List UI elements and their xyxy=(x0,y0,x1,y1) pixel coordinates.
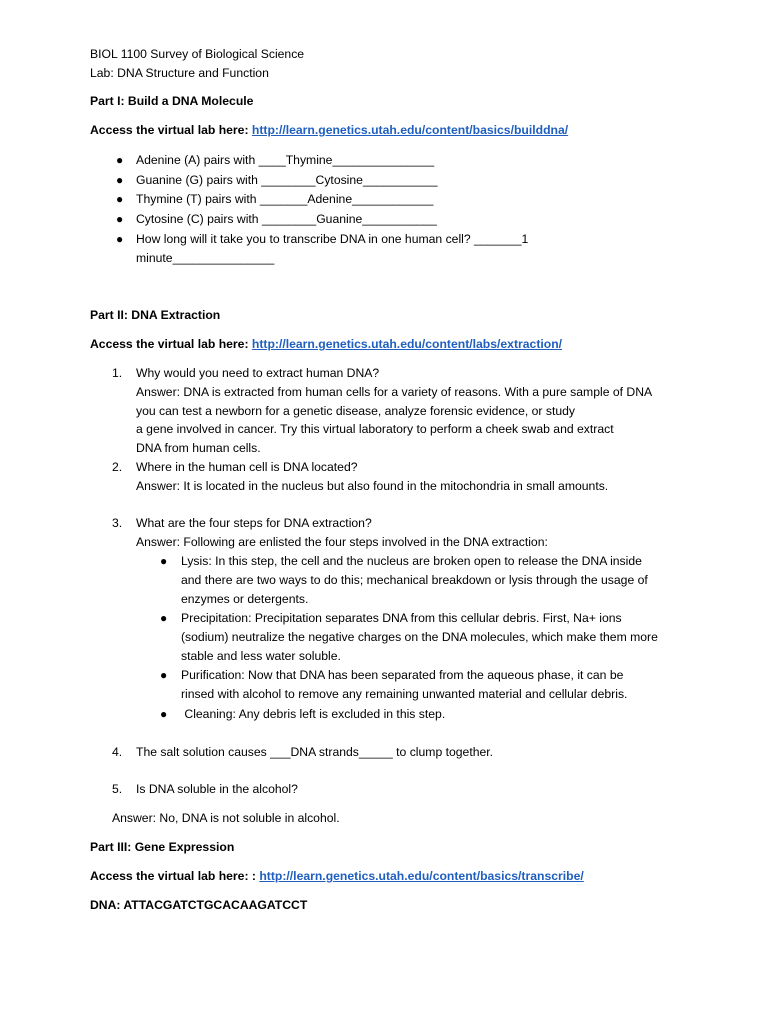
bullet-icon: ● xyxy=(160,707,168,721)
q4-number: 4. xyxy=(112,745,123,759)
step-purification-line: Purification: Now that DNA has been separated from the aqueous phase, it can be xyxy=(181,668,624,682)
q1-answer-line: DNA from human cells. xyxy=(136,441,261,455)
bullet-icon: ● xyxy=(160,668,168,682)
part1-bullet-transcribe: How long will it take you to transcribe DNA in one human cell? _______1 xyxy=(136,232,529,246)
part3-access-link[interactable]: http://learn.genetics.utah.edu/content/basics/transcribe/ xyxy=(259,869,584,883)
bullet-icon: ● xyxy=(160,611,168,625)
q3-question: What are the four steps for DNA extraction? xyxy=(136,516,372,530)
bullet-icon: ● xyxy=(160,554,168,568)
step-precipitation-line: (sodium) neutralize the negative charges on the DNA molecules, which make them more xyxy=(181,630,658,644)
step-purification-line: rinsed with alcohol to remove any remaining unwanted material and cellular debris. xyxy=(181,687,628,701)
bullet-icon: ● xyxy=(116,232,124,246)
part2-access-link[interactable]: http://learn.genetics.utah.edu/content/labs/extraction/ xyxy=(251,337,563,351)
q5-number: 5. xyxy=(112,782,123,796)
part3-heading: Part III: Gene Expression xyxy=(90,840,235,854)
part3-access-prefix: Access the virtual lab here: : xyxy=(90,869,260,883)
part2-access-prefix: Access the virtual lab here: xyxy=(90,337,252,351)
dna-sequence: DNA: ATTACGATCTGCACAAGATCCT xyxy=(90,898,308,912)
bullet-icon: ● xyxy=(116,153,124,167)
q1-question: Why would you need to extract human DNA? xyxy=(136,366,380,380)
bullet-icon: ● xyxy=(116,192,124,206)
step-precipitation-line: stable and less water soluble. xyxy=(181,649,341,663)
step-cleaning-line: Cleaning: Any debris left is excluded in this step. xyxy=(181,707,446,721)
q1-answer-line: Answer: DNA is extracted from human cells for a variety of reasons. With a pure sample of DNA xyxy=(136,385,653,399)
bullet-icon: ● xyxy=(116,212,124,226)
q2-answer: Answer: It is located in the nucleus but also found in the mitochondria in small amounts. xyxy=(136,479,609,493)
part1-bullet-adenine: Adenine (A) pairs with ____Thymine_______________ xyxy=(136,153,435,167)
part1-access-prefix: Access the virtual lab here: xyxy=(90,123,252,137)
part1-heading: Part I: Build a DNA Molecule xyxy=(90,94,254,108)
q3-answer: Answer: Following are enlisted the four steps involved in the DNA extraction: xyxy=(136,535,548,549)
course-title: BIOL 1100 Survey of Biological Science xyxy=(90,47,305,61)
step-lysis-line: and there are two ways to do this; mechanical breakdown or lysis through the usage of xyxy=(181,573,648,587)
q4-text: The salt solution causes ___DNA strands_____ to clump together. xyxy=(136,745,494,759)
q5-text: Is DNA soluble in the alcohol? xyxy=(136,782,298,796)
q2-question: Where in the human cell is DNA located? xyxy=(136,460,358,474)
part1-bullet-transcribe-cont: minute_______________ xyxy=(136,251,275,265)
q1-answer-line: you can test a newborn for a genetic disease, analyze forensic evidence, or study xyxy=(136,404,576,418)
step-lysis-line: enzymes or detergents. xyxy=(181,592,309,606)
lab-title: Lab: DNA Structure and Function xyxy=(90,66,269,80)
q3-number: 3. xyxy=(112,516,123,530)
part3-access-line xyxy=(90,867,584,885)
q1-answer-line: a gene involved in cancer. Try this virtual laboratory to perform a cheek swab and extract xyxy=(136,422,614,436)
part1-access-link[interactable]: http://learn.genetics.utah.edu/content/basics/builddna/ xyxy=(251,123,569,137)
step-precipitation-line: Precipitation: Precipitation separates DNA from this cellular debris. First, Na+ ions xyxy=(181,611,622,625)
part2-heading: Part II: DNA Extraction xyxy=(90,308,221,322)
q5-answer: Answer: No, DNA is not soluble in alcohol. xyxy=(112,811,340,825)
part1-bullet-thymine: Thymine (T) pairs with _______Adenine____________ xyxy=(136,192,434,206)
part2-access-line xyxy=(90,335,562,353)
part1-bullet-guanine: Guanine (G) pairs with ________Cytosine___________ xyxy=(136,173,438,187)
q2-number: 2. xyxy=(112,460,123,474)
part1-bullet-cytosine: Cytosine (C) pairs with ________Guanine___________ xyxy=(136,212,437,226)
step-lysis-line: Lysis: In this step, the cell and the nucleus are broken open to release the DNA inside xyxy=(181,554,642,568)
bullet-icon: ● xyxy=(116,173,124,187)
part1-access-line xyxy=(90,121,568,139)
q1-number: 1. xyxy=(112,366,123,380)
